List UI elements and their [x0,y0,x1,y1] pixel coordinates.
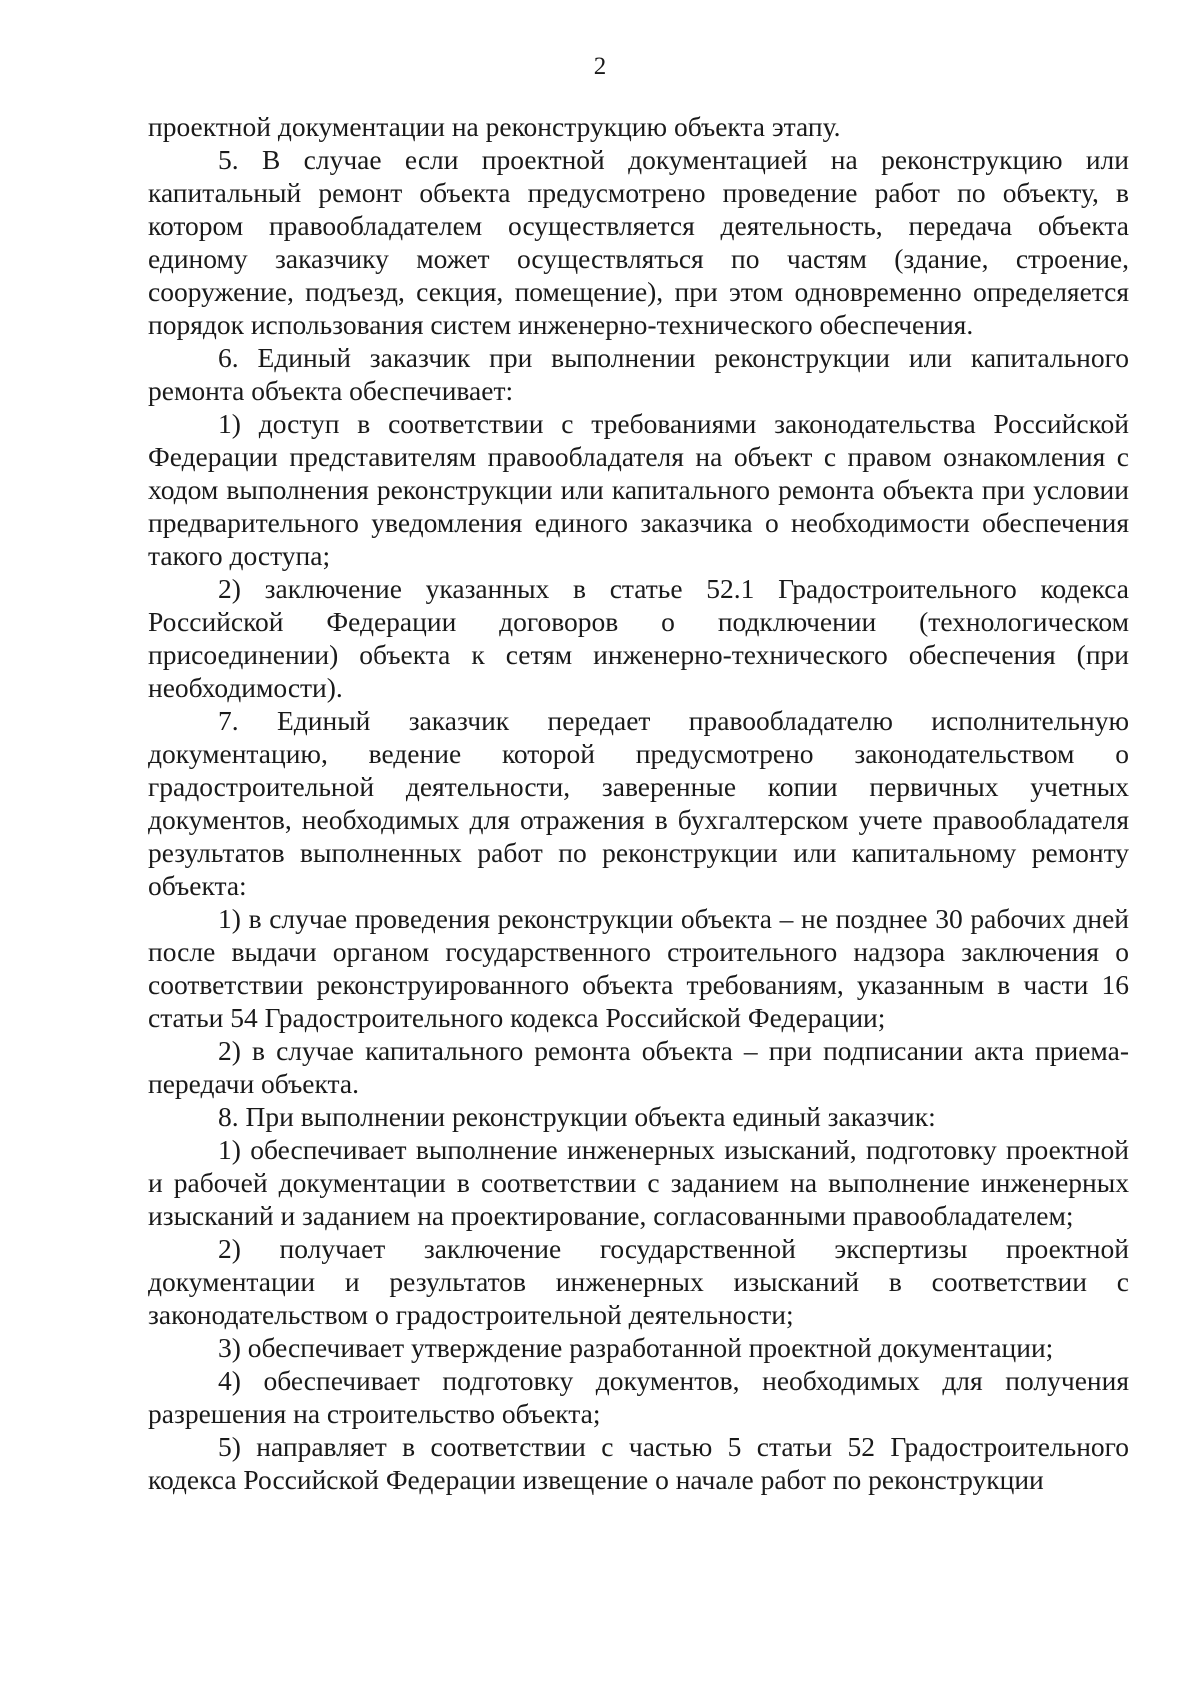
paragraph-item-8-5: 5) направляет в соответствии с частью 5 статьи 52 Градостроительного кодекса Российской Федерации извещение о начале работ по реконструкции [148,1431,1129,1495]
paragraph-item-7-2: 2) в случае капитального ремонта объекта – при подписании акта приема-передачи объекта. [148,1035,1129,1099]
paragraph-item-6-2: 2) заключение указанных в статье 52.1 Градостроительного кодекса Российской Федерации договоров о подключении (технологическом присоединении) объекта к сетям инженерно-технического обеспечения (при необходимости). [148,573,1129,703]
paragraph-item-8-2: 2) получает заключение государственной экспертизы проектной документации и результатов инженерных изысканий в соответствии с законодательством о градостроительной деятельности; [148,1233,1129,1330]
paragraph-item-7: 7. Единый заказчик передает правообладателю исполнительную документацию, ведение которой предусмотрено законодательством о градостроительной деятельности, заверенные копии первичных учетных документов, необходимых для отражения в бухгалтерском учете правообладателя результатов выполненных работ по реконструкции или капитальному ремонту объекта: [148,705,1129,901]
paragraph-item-5: 5. В случае если проектной документацией на реконструкцию или капитальный ремонт объекта предусмотрено проведение работ по объекту, в котором правообладателем осуществляется деятельность, передача объекта единому заказчику может осуществляться по частям (здание, строение, сооружение, подъезд, секция, помещение), при этом одновременно определяется порядок использования систем инженерно-технического обеспечения. [148,144,1129,340]
document-body [148,110,1129,1496]
paragraph-item-8-4: 4) обеспечивает подготовку документов, необходимых для получения разрешения на строительство объекта; [148,1365,1129,1429]
paragraph-item-6-1: 1) доступ в соответствии с требованиями законодательства Российской Федерации представителям правообладателя на объект с правом ознакомления с ходом выполнения реконструкции или капитального ремонта объекта при условии предварительного уведомления единого заказчика о необходимости обеспечения такого доступа; [148,408,1129,571]
page-number: 2 [593,53,607,80]
paragraph-item-8-3: 3) обеспечивает утверждение разработанной проектной документации; [218,1332,1054,1363]
paragraph-item-7-1: 1) в случае проведения реконструкции объекта – не позднее 30 рабочих дней после выдачи органом государственного строительного надзора заключения о соответствии реконструированного объекта требованиям, указанным в части 16 статьи 54 Градостроительного кодекса Российской Федерации; [148,903,1129,1033]
paragraph-item-8-1: 1) обеспечивает выполнение инженерных изысканий, подготовку проектной и рабочей документации в соответствии с заданием на выполнение инженерных изысканий и заданием на проектирование, согласованными правообладателем; [148,1134,1129,1231]
paragraph-item-8: 8. При выполнении реконструкции объекта единый заказчик: [218,1101,936,1132]
paragraph-item-6: 6. Единый заказчик при выполнении реконструкции или капитального ремонта объекта обеспечивает: [148,342,1129,406]
paragraph-continuation: проектной документации на реконструкцию объекта этапу. [148,111,841,142]
